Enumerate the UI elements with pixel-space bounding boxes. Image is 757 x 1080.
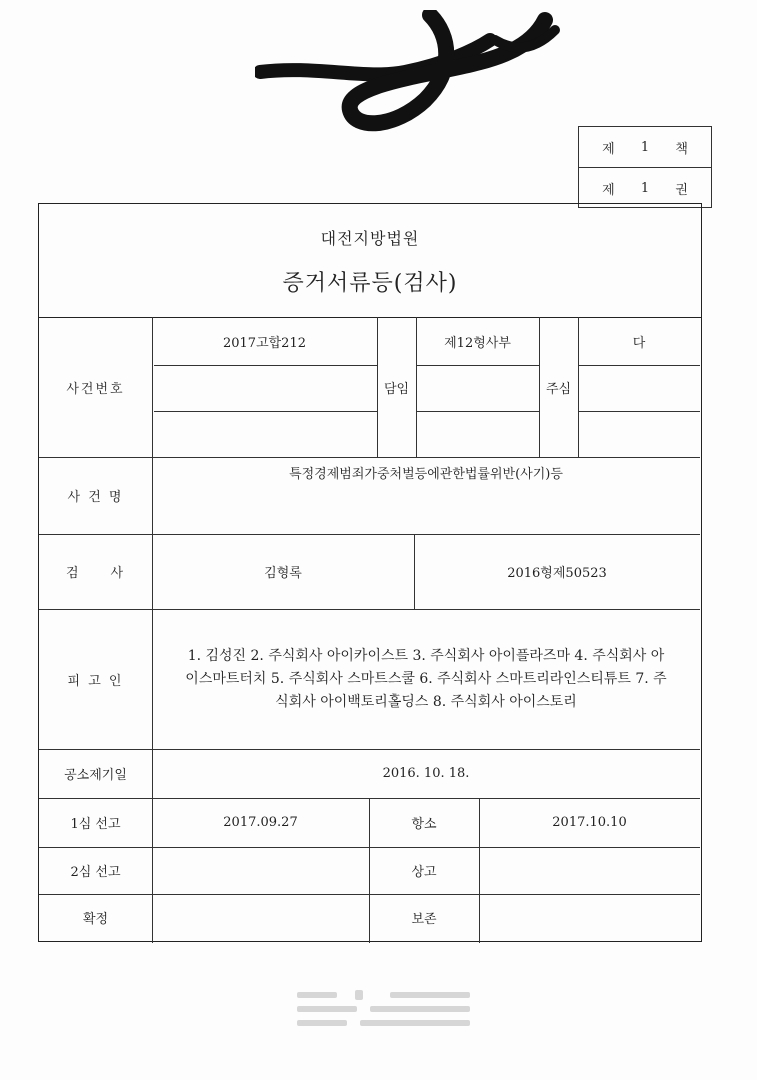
prosecutor-case-number: 2016형제50523: [507, 566, 607, 581]
book-row: [579, 167, 711, 208]
divider: [154, 365, 377, 366]
faint-stamp-mark: [295, 988, 481, 1030]
preservation-value: [479, 894, 700, 940]
book-prefix: 제: [602, 182, 615, 198]
defendants-label: 피 고 인: [67, 673, 124, 689]
volume-row: [579, 127, 711, 167]
prosecutor-label: 검 사: [65, 566, 126, 581]
judge-value: 다: [632, 335, 646, 351]
appeal-value: 2017.10.10: [552, 815, 627, 830]
case-cover-form: [38, 203, 702, 942]
divider: [416, 365, 539, 366]
final-appeal-label: 상고: [411, 865, 437, 880]
court-name: 대전지방법원: [320, 229, 420, 248]
indictment-date-value: 2016. 10. 18.: [382, 766, 470, 781]
preservation-label: 보존: [411, 911, 437, 927]
appeal-label: 항소: [411, 817, 437, 832]
divider: [154, 411, 377, 412]
handwritten-mark: [255, 10, 565, 135]
case-name-value: 특정경제범죄가중처벌등에관한법률위반(사기)등: [289, 466, 563, 482]
judge-label: 주심: [545, 381, 572, 397]
divider: [578, 411, 700, 412]
first-instance-label: 1심 선고: [70, 817, 121, 832]
first-instance-value: 2017.09.27: [223, 815, 298, 830]
finalization-value: [152, 894, 369, 940]
volume-prefix: 제: [602, 141, 615, 157]
book-unit: 권: [675, 182, 688, 198]
second-instance-value: [152, 847, 369, 894]
indictment-date-label: 공소제기일: [64, 768, 127, 783]
book-number: 1: [640, 180, 650, 196]
volume-box: [578, 126, 712, 208]
divider: [578, 365, 700, 366]
divider: [416, 411, 539, 412]
document-title: 증거서류등(검사): [282, 271, 458, 296]
case-name-label: 사 건 명: [67, 490, 124, 505]
final-appeal-value: [479, 847, 700, 894]
case-number-label: 사건번호: [66, 381, 125, 397]
form-header: [39, 204, 701, 318]
division-value: 제12형사부: [444, 335, 511, 351]
second-instance-label: 2심 선고: [70, 865, 121, 880]
prosecutor-name: 김형록: [264, 566, 302, 581]
volume-number: 1: [640, 139, 650, 155]
division-label: 담임: [383, 381, 410, 397]
defendants-list: 1. 김성진 2. 주식회사 아이카이스트 3. 주식회사 아이플라즈마 4. 주식회사 아이스마트터치 5. 주식회사 스마트스쿨 6. 주식회사 스마트리라인스티튜트 7. 주식회사 아이백토리홀딩스 8. 주식회사 아이스토리: [185, 647, 667, 710]
finalization-label: 확정: [82, 911, 109, 927]
case-number-value: 2017고합212: [222, 335, 306, 351]
volume-unit: 책: [675, 141, 688, 157]
